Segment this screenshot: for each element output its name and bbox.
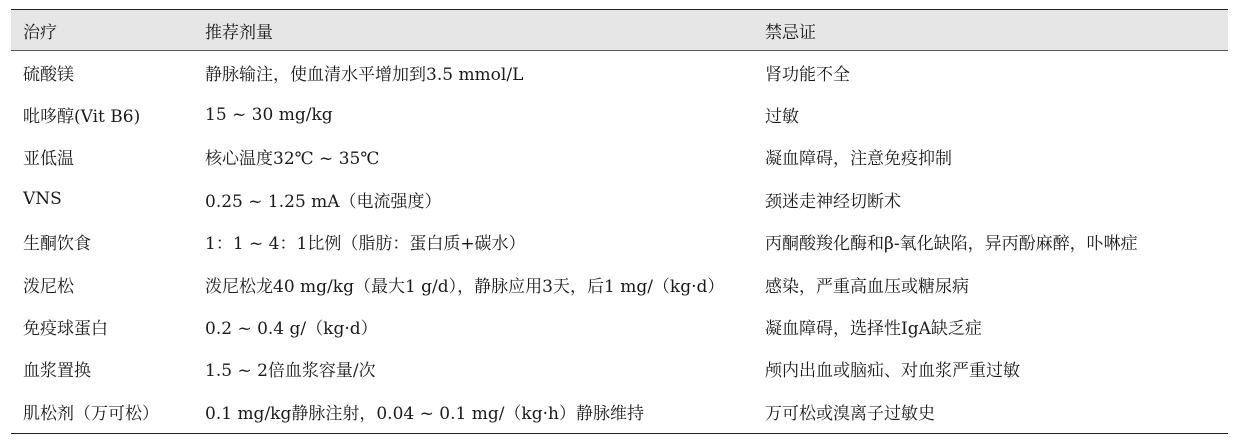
contraindication-cell: 颅内出血或脑疝、对血浆严重过敏 [765,361,1020,382]
header-contraindications: 禁忌证 [765,22,816,43]
contraindication-cell: 凝血障碍，注意免疫抑制 [765,149,952,170]
contraindication-cell: 肾功能不全 [765,64,850,85]
contraindication-cell: 感染，严重高血压或糖尿病 [765,276,969,297]
dose-cell: 0.2 ~ 0.4 g/（kg·d） [205,319,378,340]
table-row [11,390,1228,433]
header-recommended-dose: 推荐剂量 [205,22,273,43]
contraindication-cell: 万可松或溴离子过敏史 [765,403,935,424]
dose-cell: 0.1 mg/kg静脉注射，0.04 ~ 0.1 mg/（kg·h）静脉维持 [205,403,644,424]
contraindication-cell: 过敏 [765,107,799,128]
treatment-cell: 生酮饮食 [23,234,91,255]
treatment-cell: 吡哆醇(Vit B6) [23,107,141,128]
table-row [11,263,1228,305]
dose-cell: 15 ~ 30 mg/kg [205,104,333,125]
dose-cell: 1：1 ~ 4：1比例（脂肪：蛋白质+碳水） [205,234,526,255]
dose-cell: 1.5 ~ 2倍血浆容量/次 [205,361,376,382]
treatment-cell: VNS [23,189,62,210]
contraindication-cell: 凝血障碍，选择性IgA缺乏症 [765,319,982,340]
table-row [11,348,1228,390]
table-row [11,178,1228,220]
dose-cell: 0.25 ~ 1.25 mA（电流强度） [205,191,442,212]
table-row [11,305,1228,347]
dose-cell: 泼尼松龙40 mg/kg（最大1 g/d），静脉应用3天，后1 mg/（kg·d） [205,276,725,297]
table-header [11,10,1228,51]
table-row [11,136,1228,178]
header-row [11,10,1228,51]
table-row [11,93,1228,135]
table-row [11,221,1228,263]
treatment-cell: 亚低温 [23,149,74,170]
treatment-cell: 肌松剂（万可松） [23,403,159,424]
treatment-cell: 免疫球蛋白 [23,319,108,340]
contraindication-cell: 颈迷走神经切断术 [765,191,901,212]
treatment-cell: 硫酸镁 [23,64,74,85]
treatment-cell: 血浆置换 [23,361,91,382]
header-treatment: 治疗 [23,22,57,43]
contraindication-cell: 丙酮酸羧化酶和β-氧化缺陷，异丙酚麻醉，卟啉症 [765,234,1138,255]
table-row [11,51,1228,94]
dose-cell: 静脉输注，使血清水平增加到3.5 mmol/L [205,64,524,85]
dose-cell: 核心温度32℃ ~ 35℃ [205,149,380,170]
treatment-table-container [11,9,1228,434]
treatment-table [11,9,1228,434]
treatment-cell: 泼尼松 [23,276,74,297]
table-body [11,51,1228,434]
